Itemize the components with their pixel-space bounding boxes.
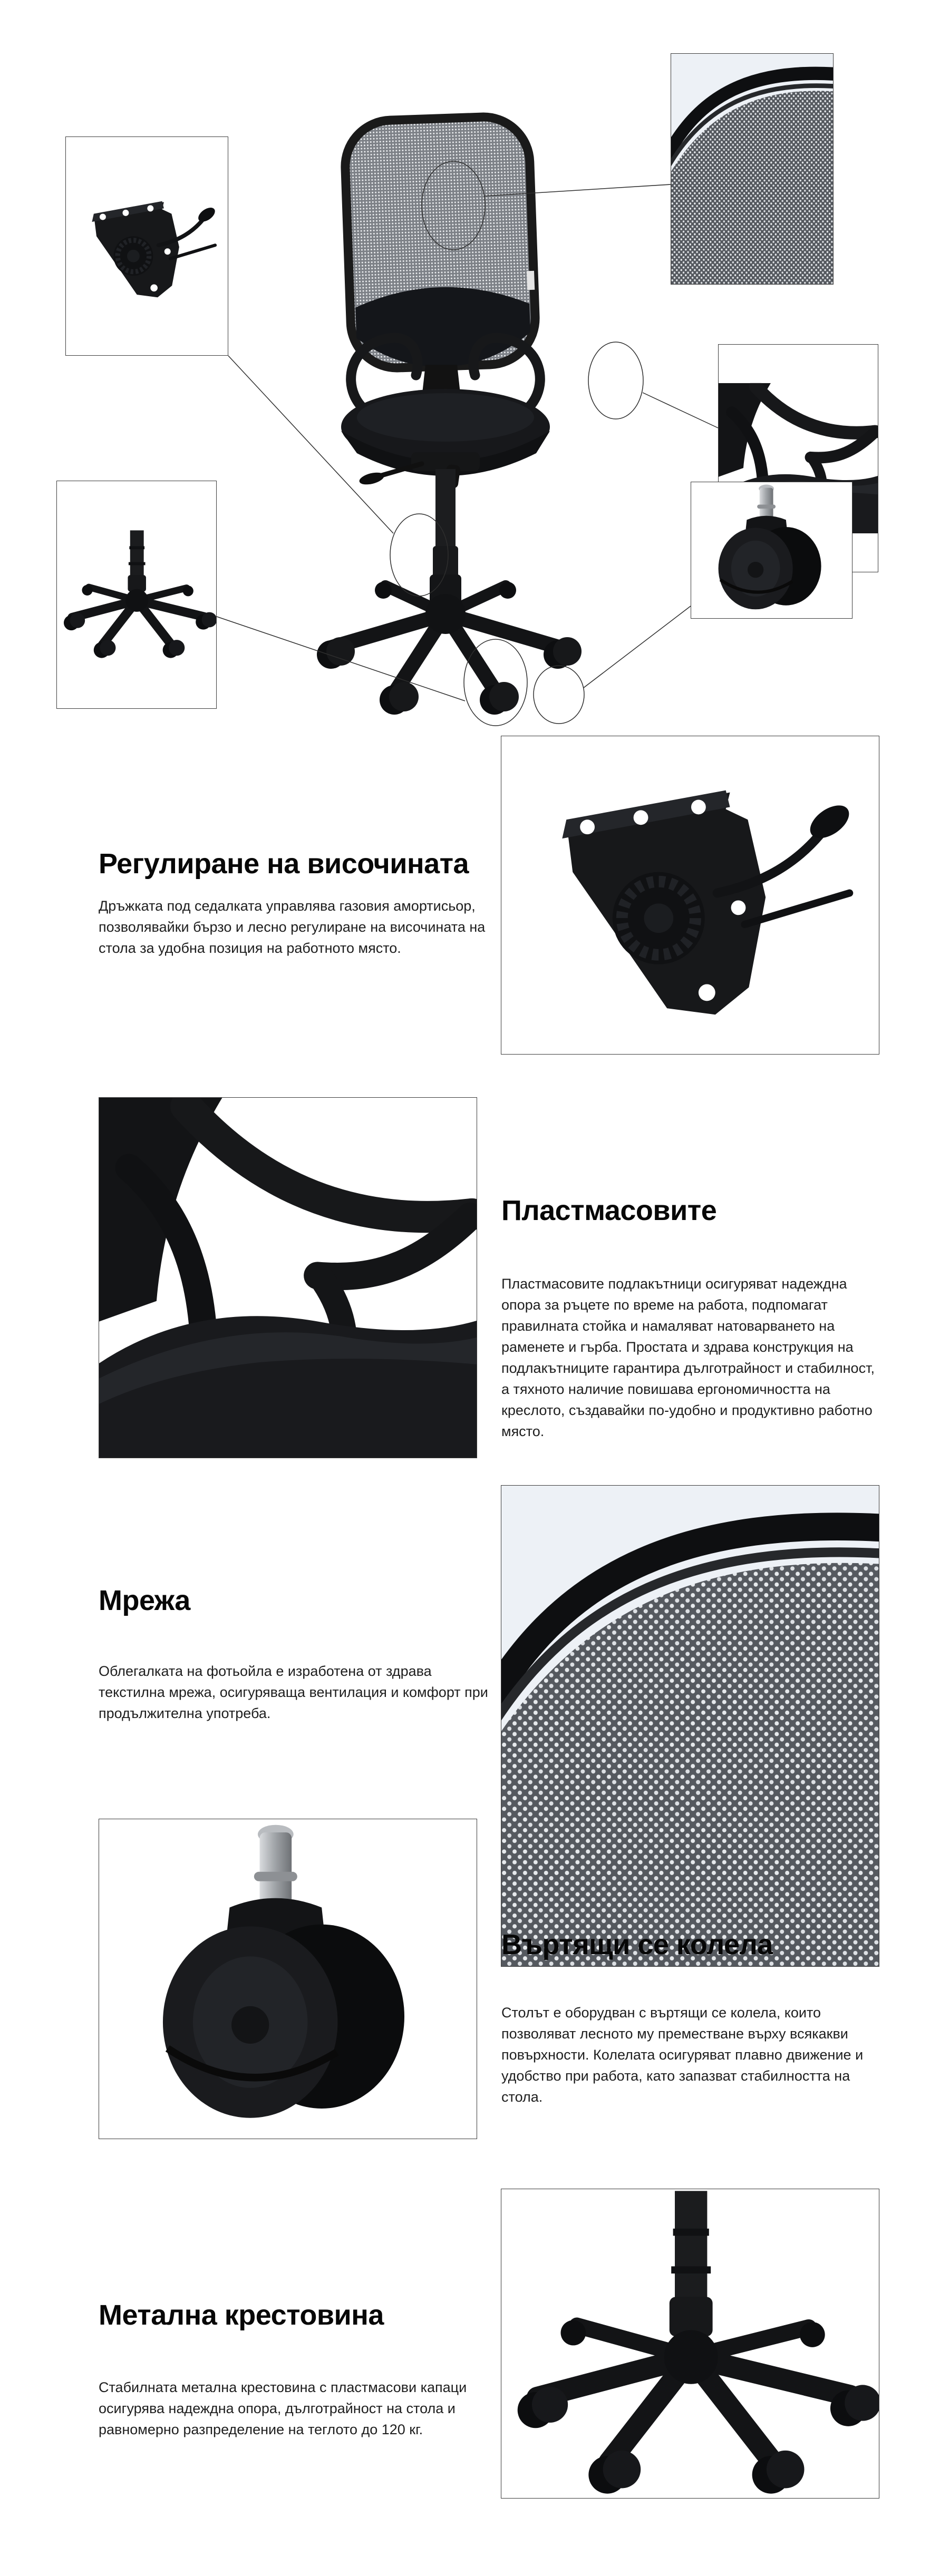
section-heading: Пластмасовите <box>501 1195 717 1226</box>
office-chair-photo <box>287 100 662 738</box>
mesh-photo <box>501 1485 879 1967</box>
section-heading: Метална крестовина <box>99 2299 384 2331</box>
section-heading: Въртящи се колела <box>501 1929 773 1960</box>
star-base-closeup <box>56 481 217 709</box>
section-heading: Регулиране на височината <box>99 848 469 880</box>
section-body: Стабилната метална крестовина с пластмасови капаци осигурява надеждна опора, дълготрайност на стола и равномерно разпределение на теглото до 120 кг. <box>99 2379 467 2437</box>
section-body: Столът е оборудван с въртящи се колела, които позволяват лесното му преместване върху всякакви повърхности. Колелата осигуряват плавно движение и удобство при работа, като запазват стабилността на стола. <box>501 2005 864 2105</box>
caster-photo <box>99 1819 477 2139</box>
armrest-photo <box>99 1097 477 1458</box>
section-heading: Мрежа <box>99 1585 190 1616</box>
tilt-mechanism-closeup <box>65 136 228 356</box>
hero-diagram <box>0 0 930 780</box>
caster-closeup <box>691 482 852 619</box>
tilt-mechanism-photo <box>501 736 879 1055</box>
mesh-closeup <box>671 53 834 285</box>
star-base-photo <box>501 2189 879 2499</box>
section-body: Дръжката под седалката управлява газовия амортисьор, позволявайки бързо и лесно регулиране на височината на стола за удобна позиция на работното място. <box>99 898 486 956</box>
section-body: Пластмасовите подлакътници осигуряват надеждна опора за ръцете по време на работа, подпомагат правилната стойка и намаляват натоварването на раменете и гърба. Простата и здрава конструкция на подлакътниците гарантира дълготрайност и стабилност, а тяхното наличие повишава ергономичността на креслото, създавайки по-удобно и продуктивно работно място. <box>501 1276 875 1439</box>
section-body: Облегалката на фотьойла е изработена от здрава текстилна мрежа, осигуряваща вентилация и комфорт при продължителна употреба. <box>99 1663 488 1721</box>
